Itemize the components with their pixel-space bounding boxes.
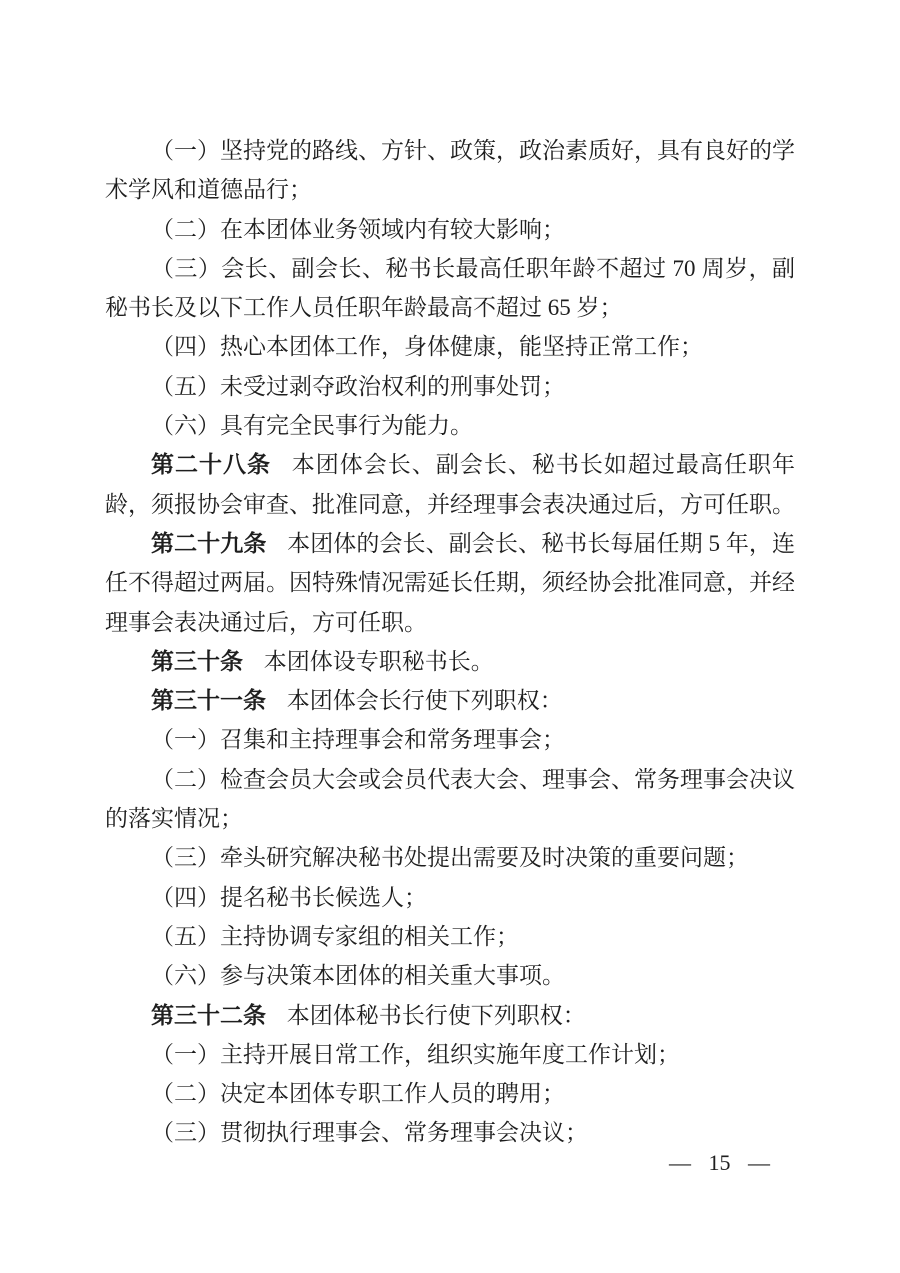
item-paragraph <box>105 878 795 917</box>
paragraph-text: （一）召集和主持理事会和常务理事会； <box>151 727 565 753</box>
paragraph-text: （六）参与决策本团体的相关重大事项。 <box>151 963 565 989</box>
article-paragraph <box>105 642 795 681</box>
item-paragraph <box>105 760 795 839</box>
footer-dash-right: — <box>748 1150 770 1175</box>
paragraph-text: （三）会长、副会长、秘书长最高任职年龄不超过 70 周岁，副秘书长及以下工作人员任职年龄最高不超过 65 岁； <box>105 255 795 321</box>
item-paragraph <box>105 1035 795 1074</box>
paragraph-text: （二）在本团体业务领域内有较大影响； <box>151 216 565 242</box>
article-paragraph <box>105 996 795 1035</box>
item-paragraph <box>105 838 795 877</box>
article-number: 第二十九条 <box>151 530 267 556</box>
paragraph-text: 本团体会长、副会长、秘书长如超过最高任职年龄，须报协会审查、批准同意，并经理事会表决通过后，方可任职。 <box>105 452 795 517</box>
paragraph-text: （四）热心本团体工作，身体健康，能坚持正常工作； <box>151 334 703 360</box>
paragraph-text: （一）坚持党的路线、方针、政策，政治素质好，具有良好的学术学风和道德品行； <box>105 138 795 203</box>
paragraph-text: （四）提名秘书长候选人； <box>151 884 427 910</box>
footer-dash-left: — <box>669 1150 691 1175</box>
document-body <box>105 131 795 1153</box>
page-footer <box>669 1150 770 1176</box>
article-number: 第二十八条 <box>151 452 272 478</box>
paragraph-text: （五）主持协调专家组的相关工作； <box>151 923 519 949</box>
item-paragraph <box>105 956 795 995</box>
article-paragraph <box>105 445 795 524</box>
paragraph-text: （五）未受过剥夺政治权利的刑事处罚； <box>151 373 565 399</box>
paragraph-text: （二）决定本团体专职工作人员的聘用； <box>151 1081 565 1107</box>
paragraph-text: （六）具有完全民事行为能力。 <box>151 413 473 439</box>
paragraph-text: （一）主持开展日常工作，组织实施年度工作计划； <box>151 1041 680 1067</box>
article-number: 第三十二条 <box>151 1002 266 1028</box>
paragraph-text: 本团体秘书长行使下列职权： <box>286 1002 586 1028</box>
article-number: 第三十一条 <box>151 688 266 714</box>
article-paragraph <box>105 681 795 720</box>
paragraph-text: （三）贯彻执行理事会、常务理事会决议； <box>151 1120 588 1146</box>
article-paragraph <box>105 524 795 642</box>
item-paragraph <box>105 327 795 366</box>
item-paragraph <box>105 131 795 210</box>
paragraph-text: （二）检查会员大会或会员代表大会、理事会、常务理事会决议的落实情况； <box>105 766 795 832</box>
article-number: 第三十条 <box>151 648 243 674</box>
paragraph-text: （三）牵头研究解决秘书处提出需要及时决策的重要问题； <box>151 845 749 871</box>
item-paragraph <box>105 210 795 249</box>
paragraph-text: 本团体会长行使下列职权： <box>286 688 563 714</box>
paragraph-text: 本团体设专职秘书长。 <box>263 648 494 674</box>
paragraph-text: 本团体的会长、副会长、秘书长每届任期 5 年，连任不得超过两届。因特殊情况需延长任期，须经协会批准同意，并经理事会表决通过后，方可任职。 <box>105 530 796 635</box>
item-paragraph <box>105 1074 795 1113</box>
page-number: 15 <box>708 1150 731 1175</box>
item-paragraph <box>105 249 795 328</box>
item-paragraph <box>105 1113 795 1152</box>
item-paragraph <box>105 720 795 759</box>
item-paragraph <box>105 406 795 445</box>
item-paragraph <box>105 917 795 956</box>
item-paragraph <box>105 367 795 406</box>
